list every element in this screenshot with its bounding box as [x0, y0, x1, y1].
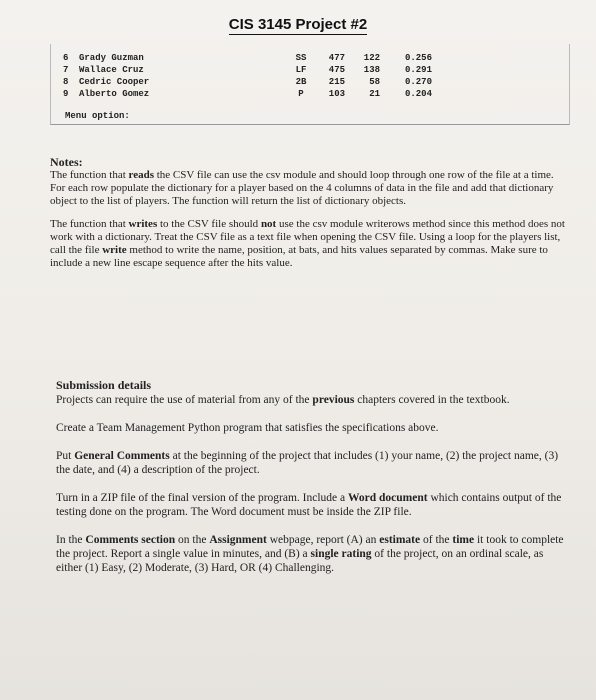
table-row — [63, 52, 432, 64]
text-run: the CSV file can use the csv module and should loop through one row of the file at a time. For each row populate the dictionary for a player based on the 4 columns of data in the file and add that dictionary object to the list of players. The function will return the list of dictionary objects. — [50, 169, 554, 207]
notes-section — [50, 156, 570, 280]
text-run: it took to complete the project. Report a single value in minutes, and (B) a — [56, 534, 564, 560]
emphasis-assignment: Assignment — [209, 534, 267, 546]
emphasis-not: not — [260, 218, 277, 230]
emphasis-read: reads — [128, 169, 154, 181]
text-run: of the — [420, 534, 453, 546]
player-average: 0.256 — [404, 53, 432, 63]
player-name: Grady Guzman — [79, 53, 144, 63]
text-run: In the — [56, 534, 86, 546]
notes-paragraph-write — [50, 218, 570, 270]
player-hits: 21 — [369, 89, 380, 99]
text-run: of the project, on an ordinal scale, as either (1) Easy, (2) Moderate, (3) Hard, OR (4) Challenging. — [56, 548, 544, 574]
notes-paragraph-read — [50, 169, 570, 208]
table-row — [63, 64, 432, 76]
text-run: Turn in a ZIP file of the final version of the program. Include a — [56, 492, 349, 504]
table-row — [63, 76, 432, 88]
player-position: 2B — [295, 77, 307, 87]
player-at-bats: 215 — [328, 77, 345, 87]
page-title — [0, 16, 596, 33]
emphasis-single-rating: single rating — [310, 548, 372, 560]
submission-heading: Submission details — [56, 378, 152, 392]
player-name: Cedric Cooper — [79, 77, 150, 87]
player-hits: 138 — [363, 65, 380, 75]
text-run: method to write the name, position, at bats, and hits values separated by commas. Make sure to include a new line escape sequence after the hits value. — [50, 244, 548, 269]
submission-paragraph-program: Create a Team Management Python program that satisfies the specifications above. — [56, 422, 439, 434]
text-run: at the beginning of the project that includes (1) your name, (2) the project name, (3) the date, and (4) a description of the project. — [56, 450, 559, 476]
emphasis-estimate: estimate — [379, 534, 421, 546]
submission-section — [56, 378, 572, 589]
emphasis-general-comments: General Comments — [74, 450, 170, 462]
text-run: The function that — [50, 218, 129, 230]
notes-heading: Notes: — [50, 155, 83, 169]
text-run: Put — [56, 450, 75, 462]
page-title-text: CIS 3145 Project #2 — [228, 16, 368, 33]
submission-paragraph-material — [56, 393, 572, 407]
player-position: SS — [295, 53, 307, 63]
emphasis-previous: previous — [312, 394, 355, 406]
player-number: 9 — [63, 89, 69, 99]
text-run: use the csv module writerows method since this method does not work with a dictionary. Treat the CSV file as a text file when opening the CSV file. Using a loop for the players list, call the file — [50, 218, 565, 256]
player-position: P — [298, 89, 304, 99]
submission-paragraph-report — [56, 533, 572, 575]
text-run: webpage, report (A) an — [266, 534, 380, 546]
player-position: LF — [295, 65, 307, 75]
player-number: 8 — [63, 77, 69, 87]
player-hits: 122 — [363, 53, 380, 63]
player-name: Wallace Cruz — [79, 65, 144, 75]
player-table — [63, 52, 432, 100]
player-average: 0.291 — [404, 65, 432, 75]
emphasis-word-document: Word document — [348, 492, 428, 504]
emphasis-write: write — [102, 244, 127, 256]
player-at-bats: 103 — [328, 89, 345, 99]
text-run: to the CSV file should — [157, 218, 261, 230]
player-number: 7 — [63, 65, 69, 75]
menu-prompt: Menu option: — [65, 111, 130, 121]
player-at-bats: 477 — [328, 53, 345, 63]
player-number: 6 — [63, 53, 69, 63]
text-run: chapters covered in the textbook. — [354, 394, 510, 406]
player-at-bats: 475 — [328, 65, 345, 75]
text-run: The function that — [50, 169, 129, 181]
table-row — [63, 88, 432, 100]
emphasis-writes: writes — [128, 218, 158, 230]
submission-paragraph-comments — [56, 449, 572, 477]
text-run: which contains output of the testing done on the program. The Word document must be inside the ZIP file. — [56, 492, 562, 518]
player-average: 0.270 — [404, 77, 432, 87]
player-hits: 58 — [369, 77, 380, 87]
player-name: Alberto Gomez — [79, 89, 150, 99]
text-run: Projects can require the use of material from any of the — [56, 394, 313, 406]
submission-paragraph-zip — [56, 491, 572, 519]
player-average: 0.204 — [404, 89, 432, 99]
text-run: on the — [175, 534, 210, 546]
emphasis-comments-section: Comments section — [85, 534, 176, 546]
emphasis-time: time — [452, 534, 475, 546]
